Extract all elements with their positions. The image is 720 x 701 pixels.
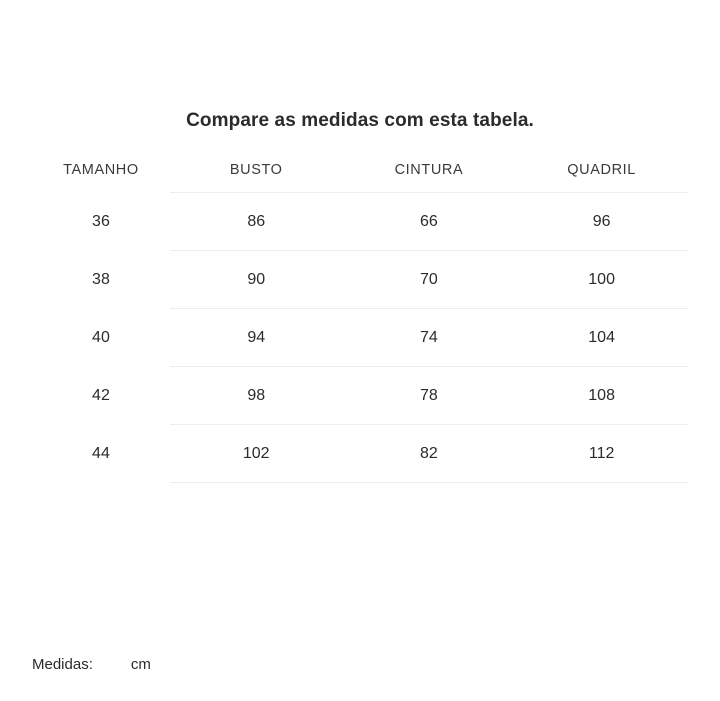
cell-waist: 74 bbox=[343, 309, 516, 367]
cell-size: 38 bbox=[92, 271, 110, 288]
cell-hip: 108 bbox=[515, 367, 688, 425]
table-row bbox=[32, 367, 688, 425]
cell-hip: 100 bbox=[515, 251, 688, 309]
cell-size: 42 bbox=[92, 387, 110, 404]
cell-bust: 98 bbox=[170, 367, 343, 425]
cell-waist: 82 bbox=[343, 425, 516, 483]
column-header-hip: QUADRIL bbox=[567, 162, 636, 178]
table-header bbox=[32, 162, 688, 193]
table-row bbox=[32, 251, 688, 309]
cell-size: 40 bbox=[92, 329, 110, 346]
table-body bbox=[32, 193, 688, 483]
cell-bust: 86 bbox=[170, 193, 343, 251]
table-row bbox=[32, 193, 688, 251]
cell-bust: 90 bbox=[170, 251, 343, 309]
size-table bbox=[32, 162, 688, 483]
cell-waist: 66 bbox=[343, 193, 516, 251]
cell-bust: 102 bbox=[170, 425, 343, 483]
column-header-bust: BUSTO bbox=[229, 162, 283, 178]
measurement-unit-row bbox=[32, 656, 151, 673]
cell-size: 44 bbox=[92, 445, 110, 462]
cell-hip: 96 bbox=[515, 193, 688, 251]
column-header-waist: CINTURA bbox=[394, 162, 464, 178]
cell-hip: 112 bbox=[515, 425, 688, 483]
cell-waist: 70 bbox=[343, 251, 516, 309]
cell-bust: 94 bbox=[170, 309, 343, 367]
table-row bbox=[32, 425, 688, 483]
column-header-size: TAMANHO bbox=[63, 162, 139, 178]
cell-size: 36 bbox=[92, 213, 110, 230]
table-row bbox=[32, 309, 688, 367]
measurement-unit-label: Medidas: bbox=[32, 656, 93, 673]
measurement-unit-value: cm bbox=[130, 656, 151, 673]
cell-hip: 104 bbox=[515, 309, 688, 367]
page-title: Compare as medidas com esta tabela. bbox=[186, 110, 534, 131]
size-table-container bbox=[0, 162, 720, 483]
cell-waist: 78 bbox=[343, 367, 516, 425]
table-header-row bbox=[32, 162, 688, 193]
